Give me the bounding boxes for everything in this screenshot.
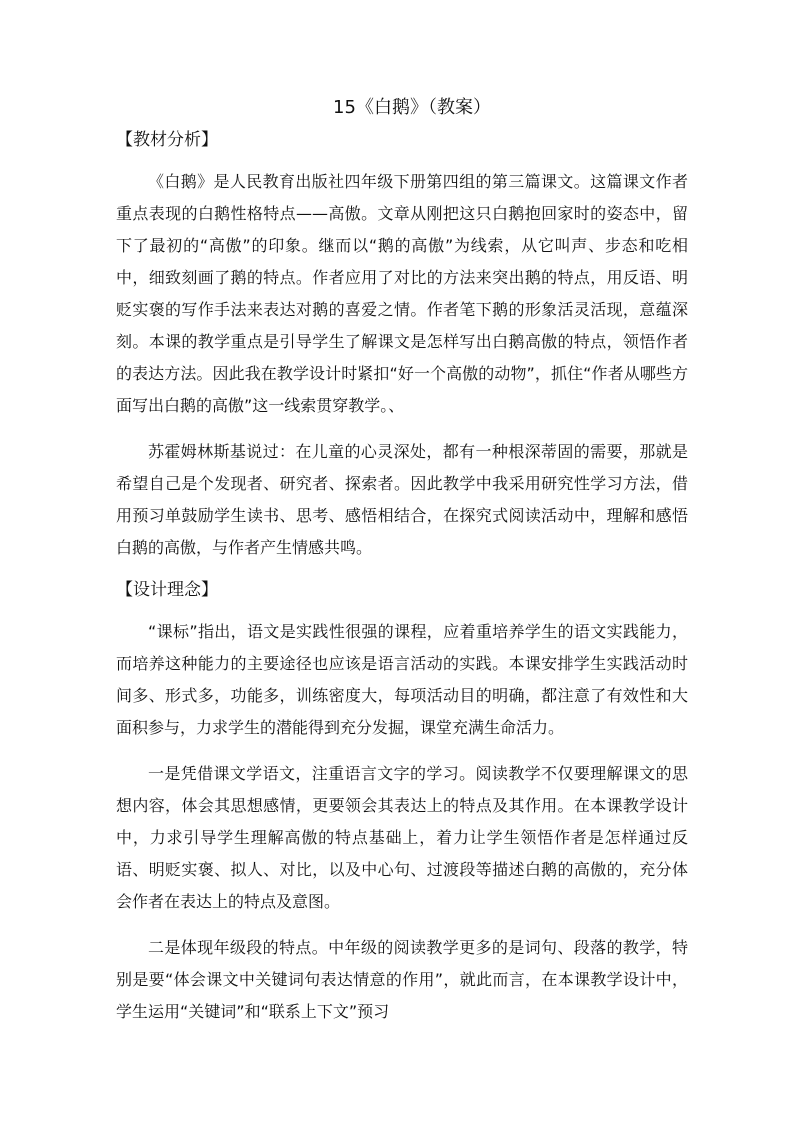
paragraph: 一是凭借课文学语文，注重语言文字的学习。阅读教学不仅要理解课文的思想内容，体会其思想感情，更要领会其表达上的特点及其作用。在本课教学设计中，力求引导学生理解高傲的特点基础上，着力让学生领悟作者是怎样通过反语、明贬实褒、拟人、对比，以及中心句、过渡段等描述白鹅的高傲的，充分体会作者在表达上的特点及意图。 [116,764,688,911]
paragraph: 苏霍姆林斯基说过：在儿童的心灵深处，都有一种根深蒂固的需要，那就是希望自己是个发现者、研究者、探索者。因此教学中我采用研究性学习方法，借用预习单鼓励学生读书、思考、感悟相结合，在探究式阅读活动中，理解和感悟白鹅的高傲，与作者产生情感共鸣。 [116,442,688,557]
paragraph: 二是体现年级段的特点。中年级的阅读教学更多的是词句、段落的教学，特别是要“体会课文中关键词句表达情意的作用”，就此而言，在本课教学设计中，学生运用“关键词”和“联系上下文”预习 [116,938,688,1021]
section-heading-design-concept: 【设计理念】 [116,580,218,600]
document-content [116,96,688,1042]
paragraph: 《白鹅》是人民教育出版社四年级下册第四组的第三篇课文。这篇课文作者重点表现的白鹅性格特点——高傲。文章从刚把这只白鹅抱回家时的姿态中，留下了最初的“高傲”的印象。继而以“鹅的高傲”为线索，从它叫声、步态和吃相中，细致刻画了鹅的特点。作者应用了对比的方法来突出鹅的特点，用反语、明贬实褒的写作手法来表达对鹅的喜爱之情。作者笔下鹅的形象活灵活现，意蕴深刻。本课的教学重点是引导学生了解课文是怎样写出白鹅高傲的特点，领悟作者的表达方法。因此我在教学设计时紧扣“好一个高傲的动物”，抓住“作者从哪些方面写出白鹅的高傲”这一线索贯穿教学。、 [116,172,688,415]
paragraph: “课标”指出，语文是实践性很强的课程，应着重培养学生的语文实践能力，而培养这种能力的主要途径也应该是语言活动的实践。本课安排学生实践活动时间多、形式多，功能多，训练密度大，每项活动目的明确，都注意了有效性和大面积参与，力求学生的潜能得到充分发掘，课堂充满生命活力。 [116,622,688,737]
document-title: 15《白鹅》（教案） [333,97,491,118]
section-heading-analysis: 【教材分析】 [116,130,218,150]
